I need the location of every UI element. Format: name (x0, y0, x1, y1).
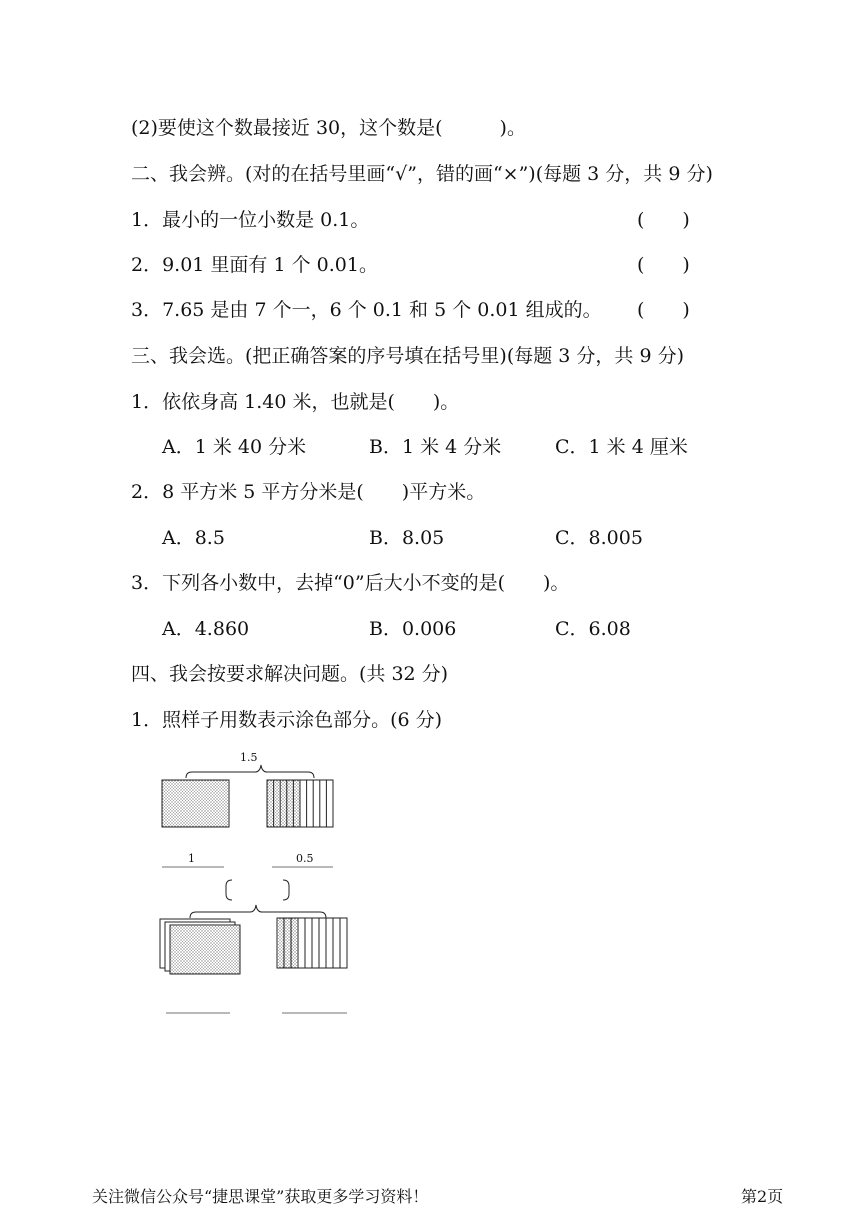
choice-1-option-a[interactable]: A．1 米 40 分米 (162, 436, 307, 458)
example-whole-square (162, 780, 229, 827)
choice-2-option-a[interactable]: A．8.5 (162, 527, 225, 549)
judge-blank-1[interactable]: ( ) (637, 209, 690, 231)
choice-question-2: 2．8 平方米 5 平方分米是( )平方米。 (131, 481, 486, 503)
problem-brace (190, 905, 326, 918)
judge-item-2: 2．9.01 里面有 1 个 0.01。 (131, 254, 378, 276)
judge-blank-3[interactable]: ( ) (637, 299, 690, 321)
answer-bracket (226, 880, 289, 900)
choice-3-option-c[interactable]: C．6.08 (555, 618, 631, 640)
example-tenths-strips (267, 780, 333, 827)
choice-question-3: 3．下列各小数中，去掉“0”后大小不变的是( )。 (131, 572, 570, 594)
section-4-heading: 四、我会按要求解决问题。(共 32 分) (131, 663, 449, 685)
stacked-whole-squares (160, 919, 240, 974)
section-3-heading: 三、我会选。(把正确答案的序号填在括号里)(每题 3 分，共 9 分) (131, 345, 684, 367)
choice-1-option-b[interactable]: B．1 米 4 分米 (369, 436, 502, 458)
example-brace (186, 765, 314, 778)
choice-1-option-c[interactable]: C．1 米 4 厘米 (555, 436, 688, 458)
example-label-right: 0.5 (296, 852, 314, 865)
footer-notice: 关注微信公众号“捷思课堂”获取更多学习资料！ (92, 1187, 429, 1206)
section-2-heading: 二、我会辨。(对的在括号里画“√”，错的画“×”)(每题 3 分，共 9 分) (131, 163, 713, 185)
example-label-left: 1 (188, 852, 195, 865)
choice-3-option-a[interactable]: A．4.860 (162, 618, 250, 640)
choice-3-option-b[interactable]: B．0.006 (369, 618, 457, 640)
judge-item-3: 3．7.65 是由 7 个一，6 个 0.1 和 5 个 0.01 组成的。 (131, 299, 602, 321)
choice-2-option-b[interactable]: B．8.05 (369, 527, 445, 549)
page-number: 第2页 (741, 1187, 784, 1206)
choice-2-option-c[interactable]: C．8.005 (555, 527, 643, 549)
problem-tenths-strips (277, 918, 347, 968)
judge-item-1: 1．最小的一位小数是 0.1。 (131, 209, 370, 231)
judge-blank-2[interactable]: ( ) (637, 254, 690, 276)
problem-1-text: 1．照样子用数表示涂色部分。(6 分) (131, 709, 443, 731)
question-part-2: (2)要使这个数最接近 30，这个数是( )。 (131, 117, 526, 139)
choice-question-1: 1．依依身高 1.40 米，也就是( )。 (131, 391, 460, 413)
example-total-label: 1.5 (240, 751, 258, 764)
